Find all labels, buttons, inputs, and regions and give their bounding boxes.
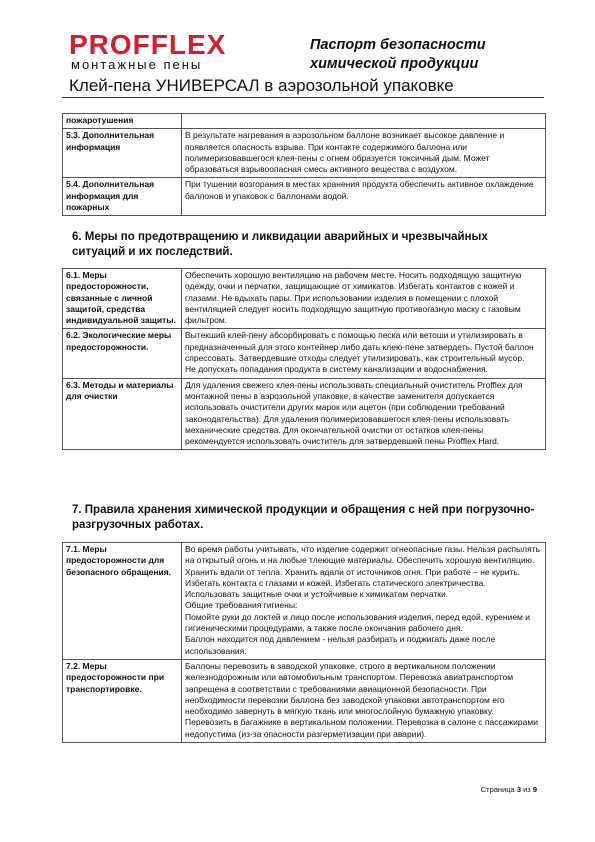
table-row <box>63 178 546 216</box>
page-total: 9 <box>532 785 537 794</box>
table-row <box>63 129 546 178</box>
section5-table <box>62 113 546 216</box>
brand-tagline: монтажные пены <box>71 57 203 72</box>
table-row <box>63 114 546 129</box>
section6-table <box>62 268 546 450</box>
row-text <box>182 659 546 742</box>
document-title-line2: химической продукции <box>310 56 479 72</box>
document-title <box>310 36 545 74</box>
table-row <box>63 269 546 329</box>
row-text: Для удаления свежего клея-пены использовать специальный очиститель Profflex для монтажной пены в аэрозольной упаковке, в качестве заменителя допускается использовать очистители других марок или ацетон (при соблюдении требований законодательства). Для удаления полимеризовавшегося клея-пены использовать механические средства. Для окончательной очистки от остатков клея-пены рекомендуется использовать очиститель для затвердевшей пены Profflex Hard. <box>182 378 546 450</box>
row-paragraph: Баллон находится под давлением - нельзя разбирать и поджигать даже после использования. <box>185 634 496 656</box>
row-label: 6.2. Экологические меры предосторожности. <box>63 329 182 378</box>
row-text: При тушении возгорания в местах хранения продукта обеспечить активное охлаждение баллонов и упаковок с баллонами водой. <box>182 178 546 216</box>
row-paragraph: Вытекший клей-пену абсорбировать с помощью песка или ветоши и утилизировать в предназначенный для этого контейнер либо дать клею-пене затвердеть. Пустой баллон спрессовать. Затвердевшие отходы следует утилизировать, как строительный мусор. <box>185 330 534 364</box>
row-label: 6.1. Меры предосторожности, связанные с личной защитой, средства индивидуальной защиты. <box>63 269 182 329</box>
row-text: Обеспечить хорошую вентиляцию на рабочем месте. Носить подходящую защитную одежду, очки и перчатки, защищающие от химикатов. Избегать контактов с кожей и глазами. Не вдыхать пары. При использовании изделия в помещении с плохой вентиляцией следует носить подходящую защитную противогазную маску с газовым фильтром. <box>182 269 546 329</box>
row-label: 6.3. Методы и материалы для очистки <box>63 378 182 450</box>
product-title: Клей-пена УНИВЕРСАЛ в аэрозольной упаковке <box>69 76 454 95</box>
section7-table <box>62 542 546 743</box>
row-label: 5.3. Дополнительная информация <box>63 129 182 178</box>
page-label: Страница <box>480 785 515 794</box>
section7-heading: 7. Правила хранения химической продукции и обращения с ней при погрузочно-разгрузочных работах. <box>72 504 535 531</box>
row-label: 5.4. Дополнительная информация для пожарных <box>63 178 182 216</box>
page-number: 3 <box>516 785 521 794</box>
row-text: В результате нагревания в аэрозольном баллоне возникает высокое давление и появляется опасность взрыва. При контакте содержимого баллона или полимеризовавшегося клея-пены с огнем образуется токсичный дым. Может образоваться взрывоопасная смесь активного вещества с воздухом. <box>182 129 546 178</box>
row-label: 7.1. Меры предосторожности для безопасного обращения. <box>63 543 182 660</box>
row-label: 7.2. Меры предосторожности при транспортировке. <box>63 659 182 742</box>
row-paragraph: Баллоны перевозить в заводской упаковке, строго в вертикальном положении железнодорожным или автомобильным транспортом. Перевозка авиатранспортом запрещена в соответствии с требованиями авиационной безопасности. При необходимости перевозки баллона без заводской упаковки автотранспортом его необходимо завернуть в мягкую ткань или многослойную бумажную упаковку. Перевозить в багажнике в вертикальном положении. Перевозка в салоне с пассажирами недопустима (из-за опасности разгерметизации при аварии). <box>185 660 538 739</box>
header-divider <box>62 97 544 98</box>
row-text <box>182 329 546 378</box>
row-paragraph: Помойте руки до локтей и лицо после использования изделия, перед едой, курением и гигиеническими процедурами, а также после окончания рабочего дня. <box>185 611 531 634</box>
page-footer <box>481 785 537 794</box>
table-row <box>63 378 546 450</box>
page-of-label: из <box>523 785 531 794</box>
brand-logo: PROFFLEX <box>69 29 227 60</box>
table-row <box>63 543 546 660</box>
table-row <box>63 329 546 378</box>
row-text <box>182 114 546 129</box>
row-label: пожаротушения <box>63 114 182 129</box>
document-title-line1: Паспорт безопасности <box>310 37 486 53</box>
row-paragraph: Не допускать попадания продукта в систему канализации и водоснабжения. <box>185 364 488 375</box>
row-text <box>182 543 546 660</box>
section6-heading: 6. Меры по предотвращению и ликвидации аварийных и чрезвычайных ситуаций и их последствий. <box>72 231 488 258</box>
row-paragraph: Общие требования гигиены: <box>185 600 298 611</box>
row-paragraph: Во время работы учитывать, что изделие содержит огнеопасные газы. Нельзя распылять на открытый огонь и на любые тлеющие материалы. Обеспечить хорошую вентиляцию. Хранить вдали от тепла. Хранить вдали от источников огня. При работе – не курить. Избегать контакта с глазами и кожей. Избегать статического электричества. Использовать защитные очки и устойчивые к химикатам перчатки. <box>185 544 541 600</box>
table-row <box>63 659 546 742</box>
page-header <box>65 28 545 100</box>
